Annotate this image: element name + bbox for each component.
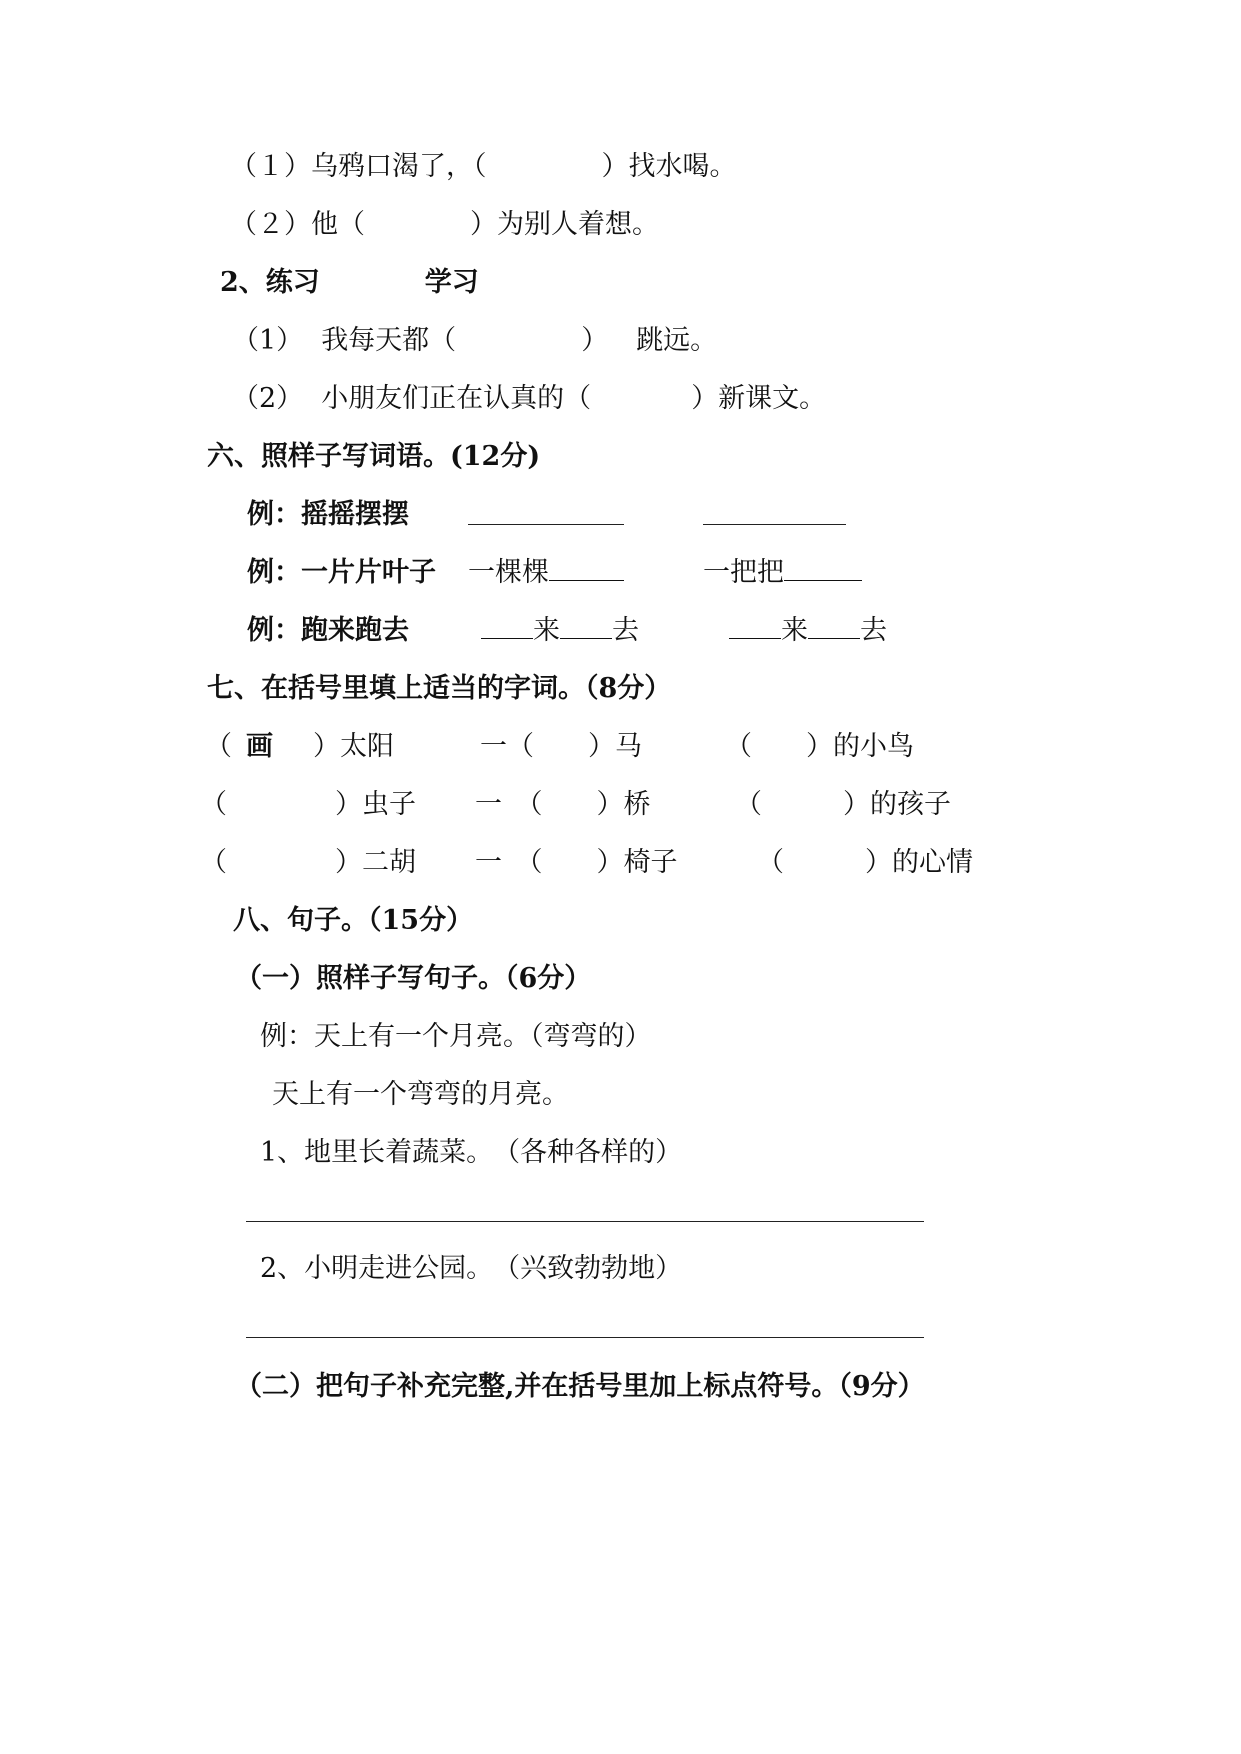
word-prompt [468,556,624,590]
word-part: 去 [860,615,887,646]
q-number: （2） [232,383,304,414]
word-label: 学习 [424,267,479,298]
question-5-1-2 [230,208,659,242]
answer-line[interactable] [246,1337,924,1338]
sentence-example-answer: 天上有一个弯弯的月亮。 [272,1079,569,1110]
fill-item[interactable]: 一 （ ）椅子 [475,847,678,878]
word-part: 去 [612,615,639,646]
section-8-title: 八、句子。（15分） [233,905,474,936]
example-row-1: 例：摇摇摆摆 [247,499,409,530]
word-part: 来 [533,615,560,646]
q-text: （１）乌鸦口渴了，（ [230,151,487,182]
word-prefix: 一棵棵 [468,557,549,588]
q-text: ）找水喝。 [601,151,737,182]
word-prefix: 一把把 [703,557,784,588]
sentence-question-2: 2、小明走进公园。 （兴致勃勃地） [260,1253,683,1284]
sentence-example: 例：天上有一个月亮。（弯弯的） [260,1021,652,1052]
question-5-1-1 [230,150,737,184]
word-prompt [481,614,639,648]
answer-line[interactable] [246,1221,924,1222]
word-prompt [729,614,887,648]
q-text: 跳远。 [636,325,718,356]
fill-item[interactable]: （ ）的孩子 [735,789,951,820]
bracket-open: （ [205,731,232,762]
q-text: 我每天都（ [321,325,457,356]
section-7-title: 七、在括号里填上适当的字词。（8分） [207,673,672,704]
example-row-2: 例：一片片叶子 [247,557,436,588]
fill-item[interactable]: 一（ ）马 [480,731,642,762]
item-text: ）太阳 [313,731,394,762]
answer-blank[interactable] [481,614,533,639]
answer-blank[interactable] [808,614,860,639]
example-row-3: 例：跑来跑去 [247,615,409,646]
answer-blank[interactable] [703,524,846,525]
word-label: 2、练习 [220,267,320,298]
question-5-2-1 [232,324,717,358]
word-prompt [703,556,862,590]
answer-blank[interactable] [784,556,862,581]
question-5-2-label [220,266,479,300]
fill-item[interactable]: 一 （ ）桥 [475,789,651,820]
answer-blank[interactable] [468,524,624,525]
sentence-question-1: 1、地里长着蔬菜。 （各种各样的） [260,1137,683,1168]
q-text: （２）他（ [230,209,365,240]
question-5-2-2 [232,382,826,416]
word-part: 来 [781,615,808,646]
q-text: ） [581,325,609,356]
fill-item [205,730,394,764]
fill-item[interactable]: （ ）二胡 [200,847,416,878]
filled-example: 画 [246,731,273,762]
fill-item[interactable]: （ ）虫子 [200,789,416,820]
answer-blank[interactable] [549,556,624,581]
part-1-title: （一）照样子写句子。（6分） [235,963,592,994]
q-number: （1） [232,325,304,356]
fill-item[interactable]: （ ）的心情 [757,847,973,878]
q-text: ）为别人着想。 [470,209,659,240]
part-2-title: （二）把句子补充完整,并在括号里加上标点符号。（9分） [235,1371,925,1402]
answer-blank[interactable] [560,614,612,639]
fill-item[interactable]: （ ）的小鸟 [725,731,914,762]
q-text: 小朋友们正在认真的（ [321,383,592,414]
answer-blank[interactable] [729,614,781,639]
q-text: ）新课文。 [691,383,827,414]
section-6-title: 六、照样子写词语。(12分) [207,441,541,472]
